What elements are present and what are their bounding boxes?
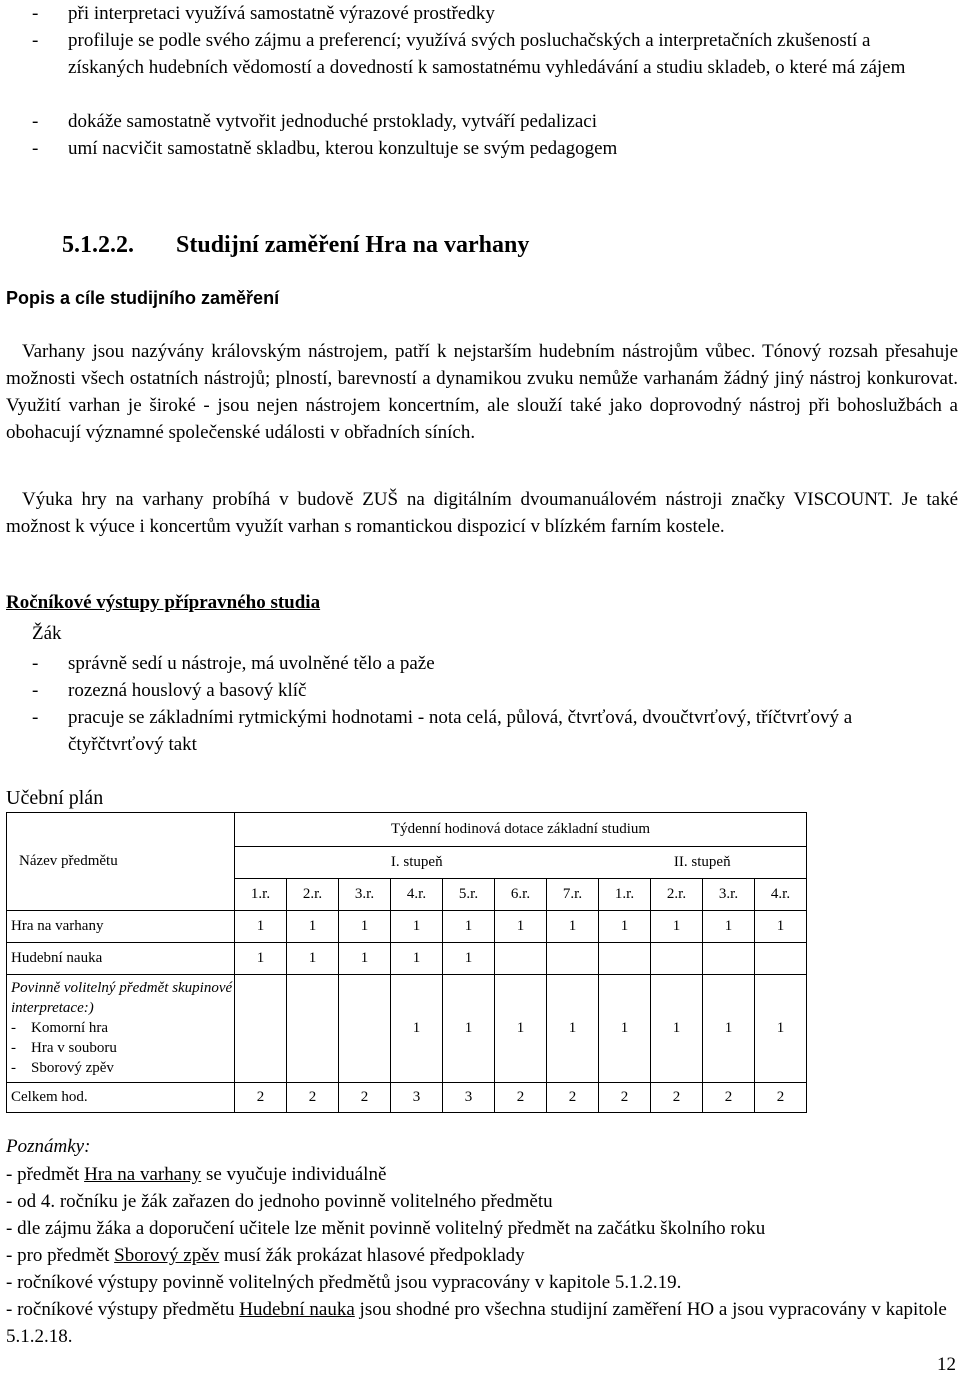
cell: 1 — [599, 975, 651, 1083]
list-item: - pracuje se základními rytmickými hodnotami - nota celá, půlová, čtvrťová, dvoučtvrťový, tříčtvrťový a čtyřčtvrťový takt — [32, 707, 853, 755]
cell: 1 — [287, 943, 339, 975]
cell: 1 — [755, 975, 807, 1083]
list-item: - dokáže samostatně vytvořit jednoduché prstoklady, vytváří pedalizaci — [32, 111, 598, 132]
col-subject-header: Název předmětu — [7, 813, 235, 911]
cell — [339, 975, 391, 1083]
subject-link: Hudební nauka — [239, 1299, 355, 1320]
notes-heading: Poznámky: — [6, 1136, 91, 1157]
year-header: 5.r. — [443, 879, 495, 911]
cell: 1 — [391, 911, 443, 943]
table-row — [7, 943, 807, 975]
cell: 2 — [651, 1083, 703, 1113]
study-plan-table — [6, 812, 807, 1113]
cell: 2 — [339, 1083, 391, 1113]
subject-name: Celkem hod. — [7, 1083, 235, 1113]
cell: 1 — [391, 943, 443, 975]
table-row — [7, 911, 807, 943]
stage-2-header: II. stupeň — [599, 847, 807, 879]
cell: 1 — [547, 975, 599, 1083]
cell: 1 — [235, 943, 287, 975]
cell — [651, 943, 703, 975]
section-title: Studijní zaměření Hra na varhany — [176, 232, 530, 258]
subject-name: Hra na varhany — [7, 911, 235, 943]
year-header: 7.r. — [547, 879, 599, 911]
list-item: - rozezná houslový a basový klíč — [32, 680, 307, 701]
year-header: 2.r. — [287, 879, 339, 911]
cell: 1 — [443, 975, 495, 1083]
cell: 1 — [235, 911, 287, 943]
cell: 2 — [287, 1083, 339, 1113]
note-item: - ročníkové výstupy předmětu Hudební nauka jsou shodné pro všechna studijní zaměření HO a jsou vypracovány v kapitole 5.1.2.18. — [6, 1299, 947, 1347]
cell: 1 — [547, 911, 599, 943]
note-item: - pro předmět Sborový zpěv musí žák prokázat hlasové předpoklady — [6, 1245, 525, 1266]
cell — [235, 975, 287, 1083]
outputs-title: Ročníkové výstupy přípravného studia — [6, 592, 321, 613]
cell — [495, 943, 547, 975]
weekly-header: Týdenní hodinová dotace základní studium — [235, 813, 807, 847]
subject-name: Hudební nauka — [7, 943, 235, 975]
cell: 2 — [235, 1083, 287, 1113]
cell: 1 — [443, 911, 495, 943]
cell: 1 — [651, 975, 703, 1083]
list-item: - správně sedí u nástroje, má uvolněné tělo a paže — [32, 653, 435, 674]
cell — [287, 975, 339, 1083]
year-header: 4.r. — [755, 879, 807, 911]
cell: 1 — [443, 943, 495, 975]
cell: 1 — [599, 911, 651, 943]
cell: 2 — [755, 1083, 807, 1113]
cell: 1 — [339, 943, 391, 975]
year-header: 4.r. — [391, 879, 443, 911]
plan-title: Učební plán — [6, 787, 104, 809]
cell: 1 — [339, 911, 391, 943]
section-number: 5.1.2.2. — [62, 232, 134, 258]
paragraph: Varhany jsou nazývány královským nástrojem, patří k nejstarším hudebním nástrojům vůbec. Tónový rozsah přesahuje možnosti všech ostatních nástrojů; plností, barevností a dynamikou zvuku nemůže varhanám žádný jiný nástroj konkurovat. Využití varhan je široké - jsou nejen nástrojem koncertním, ale slouží také jako doprovodný nástroj při bohoslužbách a obohacují významné společenské události v obřadních síních. — [6, 341, 958, 443]
stage-1-header: I. stupeň — [235, 847, 599, 879]
cell: 1 — [495, 911, 547, 943]
list-item: - umí nacvičit samostatně skladbu, kterou konzultuje se svým pedagogem — [32, 138, 618, 159]
year-header: 1.r. — [599, 879, 651, 911]
cell: 1 — [287, 911, 339, 943]
cell — [755, 943, 807, 975]
cell — [703, 943, 755, 975]
note-item: - dle zájmu žáka a doporučení učitele lze měnit povinně volitelný předmět na začátku školního roku — [6, 1218, 766, 1239]
cell: 1 — [755, 911, 807, 943]
cell: 1 — [391, 975, 443, 1083]
elective-option: - Sborový zpěv — [11, 1060, 114, 1076]
year-header: 3.r. — [339, 879, 391, 911]
cell: 1 — [703, 975, 755, 1083]
cell — [547, 943, 599, 975]
cell: 1 — [495, 975, 547, 1083]
pupil-label: Žák — [32, 623, 62, 644]
year-header: 6.r. — [495, 879, 547, 911]
table-row — [7, 975, 807, 1083]
note-item: - předmět Hra na varhany se vyučuje individuálně — [6, 1164, 387, 1185]
elective-option: - Komorní hra — [11, 1020, 109, 1036]
cell: 1 — [651, 911, 703, 943]
note-item: - od 4. ročníku je žák zařazen do jednoho povinně volitelného předmětu — [6, 1191, 553, 1212]
list-item: - při interpretaci využívá samostatně výrazové prostředky — [32, 3, 495, 24]
list-item: - profiluje se podle svého zájmu a preferencí; využívá svých posluchačských a interpretačních zkušeností a získaných hudebních vědomostí a dovedností k samostatnému vyhledávání a studiu skladeb, o které má zájem — [32, 30, 906, 78]
cell: 1 — [703, 911, 755, 943]
elective-option: - Hra v souboru — [11, 1040, 117, 1056]
subheading: Popis a cíle studijního zaměření — [6, 288, 280, 308]
paragraph: Výuka hry na varhany probíhá v budově ZUŠ na digitálním dvoumanuálovém nástroji značky VISCOUNT. Je také možnost k výuce i koncertům využít varhan s romantickou dispozicí v blízkém farním kostele. — [6, 489, 958, 537]
elective-cell — [7, 975, 235, 1083]
year-header: 2.r. — [651, 879, 703, 911]
page-number: 12 — [937, 1354, 956, 1375]
subject-link: Hra na varhany — [84, 1164, 202, 1185]
note-item: - ročníkové výstupy povinně volitelných předmětů jsou vypracovány v kapitole 5.1.2.19. — [6, 1272, 682, 1293]
table-row — [7, 1083, 807, 1113]
cell — [599, 943, 651, 975]
cell: 2 — [703, 1083, 755, 1113]
cell: 3 — [443, 1083, 495, 1113]
cell: 2 — [495, 1083, 547, 1113]
year-header: 3.r. — [703, 879, 755, 911]
cell: 2 — [599, 1083, 651, 1113]
elective-title: Povinně volitelný předmět skupinové interpretace:) — [11, 980, 233, 1016]
cell: 2 — [547, 1083, 599, 1113]
year-header: 1.r. — [235, 879, 287, 911]
cell: 3 — [391, 1083, 443, 1113]
subject-link: Sborový zpěv — [114, 1245, 220, 1266]
